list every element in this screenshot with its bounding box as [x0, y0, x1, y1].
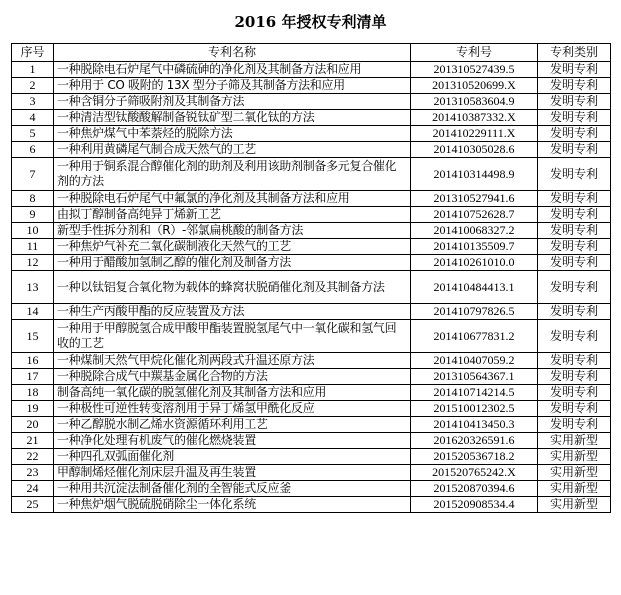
- table-row: [12, 110, 611, 126]
- patent-number: 201410261010.0: [411, 255, 538, 271]
- patent-type: 发明专利: [538, 62, 611, 78]
- patent-name: 一种焦炉气补充二氧化碳制液化天然气的工艺: [54, 239, 411, 255]
- patent-table: [11, 43, 611, 513]
- table-row: [12, 142, 611, 158]
- table-row: [12, 304, 611, 320]
- patent-number: 201410484413.1: [411, 271, 538, 304]
- patent-type: 发明专利: [538, 271, 611, 304]
- patent-number: 201520765242.X: [411, 465, 538, 481]
- patent-type: 发明专利: [538, 142, 611, 158]
- patent-type: 发明专利: [538, 78, 611, 94]
- patent-type: 发明专利: [538, 369, 611, 385]
- patent-type: 发明专利: [538, 94, 611, 110]
- patent-type: 发明专利: [538, 304, 611, 320]
- patent-name: 一种用于甲醇脱氢合成甲酸甲酯装置脱氢尾气中一氧化碳和氢气回收的工艺: [54, 320, 411, 353]
- patent-name: 一种以钛铝复合氧化物为载体的蜂窝状脱硝催化剂及其制备方法: [54, 271, 411, 304]
- patent-number: 201410413450.3: [411, 417, 538, 433]
- patent-number: 201410229111.X: [411, 126, 538, 142]
- patent-type: 发明专利: [538, 126, 611, 142]
- patent-name: 一种清洁型钛酸酸解制备锐钛矿型二氧化钛的方法: [54, 110, 411, 126]
- patent-name: 一种脱除电石炉尾气中磷硫砷的净化剂及其制备方法和应用: [54, 62, 411, 78]
- row-index: 17: [12, 369, 54, 385]
- patent-name: 一种净化处理有机废气的催化燃烧装置: [54, 433, 411, 449]
- patent-type: 发明专利: [538, 353, 611, 369]
- patent-type: 发明专利: [538, 320, 611, 353]
- patent-number: 201520908534.4: [411, 497, 538, 513]
- row-index: 20: [12, 417, 54, 433]
- patent-name: 一种生产丙酸甲酯的反应装置及方法: [54, 304, 411, 320]
- patent-number: 201310583604.9: [411, 94, 538, 110]
- patent-type: 实用新型: [538, 481, 611, 497]
- patent-name: 一种脱除合成气中羰基金属化合物的方法: [54, 369, 411, 385]
- patent-type: 发明专利: [538, 158, 611, 191]
- row-index: 1: [12, 62, 54, 78]
- table-row: [12, 353, 611, 369]
- table-row: [12, 401, 611, 417]
- patent-name: 一种用于 CO 吸附的 13X 型分子筛及其制备方法和应用: [54, 78, 411, 94]
- row-index: 23: [12, 465, 54, 481]
- patent-number: 201410797826.5: [411, 304, 538, 320]
- patent-number: 201410305028.6: [411, 142, 538, 158]
- header-index: 序号: [12, 44, 54, 62]
- table-header-row: [12, 44, 611, 62]
- table-row: [12, 239, 611, 255]
- row-index: 3: [12, 94, 54, 110]
- patent-type: 发明专利: [538, 223, 611, 239]
- patent-type: 实用新型: [538, 497, 611, 513]
- patent-number: 201410068327.2: [411, 223, 538, 239]
- row-index: 13: [12, 271, 54, 304]
- row-index: 22: [12, 449, 54, 465]
- header-patent-name: 专利名称: [54, 44, 411, 62]
- patent-type: 实用新型: [538, 449, 611, 465]
- patent-type: 发明专利: [538, 239, 611, 255]
- row-index: 5: [12, 126, 54, 142]
- patent-type: 实用新型: [538, 433, 611, 449]
- patent-type: 发明专利: [538, 207, 611, 223]
- table-row: [12, 385, 611, 401]
- row-index: 6: [12, 142, 54, 158]
- patent-number: 201310527439.5: [411, 62, 538, 78]
- row-index: 15: [12, 320, 54, 353]
- row-index: 21: [12, 433, 54, 449]
- table-row: [12, 78, 611, 94]
- row-index: 14: [12, 304, 54, 320]
- table-row: [12, 126, 611, 142]
- row-index: 4: [12, 110, 54, 126]
- row-index: 18: [12, 385, 54, 401]
- patent-number: 201620326591.6: [411, 433, 538, 449]
- table-row: [12, 465, 611, 481]
- patent-number: 201520536718.2: [411, 449, 538, 465]
- row-index: 12: [12, 255, 54, 271]
- page-title: 2016 年授权专利清单: [234, 13, 387, 31]
- table-row: [12, 481, 611, 497]
- patent-name: 一种含铜分子筛吸附剂及其制备方法: [54, 94, 411, 110]
- table-row: [12, 320, 611, 353]
- patent-number: 201520870394.6: [411, 481, 538, 497]
- table-row: [12, 417, 611, 433]
- table-row: [12, 94, 611, 110]
- row-index: 19: [12, 401, 54, 417]
- row-index: 25: [12, 497, 54, 513]
- table-row: [12, 62, 611, 78]
- patent-name: 一种煤制天然气甲烷化催化剂两段式升温还原方法: [54, 353, 411, 369]
- patent-number: 201410677831.2: [411, 320, 538, 353]
- patent-number: 201410752628.7: [411, 207, 538, 223]
- patent-name: 一种乙醇脱水制乙烯水资源循环利用工艺: [54, 417, 411, 433]
- table-body: [12, 62, 611, 513]
- patent-name: 一种极性可逆性转变溶剂用于异丁烯氢甲酰化反应: [54, 401, 411, 417]
- table-row: [12, 433, 611, 449]
- patent-name: 一种用于醋酸加氢制乙醇的催化剂及制备方法: [54, 255, 411, 271]
- table-row: [12, 255, 611, 271]
- row-index: 16: [12, 353, 54, 369]
- patent-type: 发明专利: [538, 401, 611, 417]
- patent-name: 一种四孔双弧面催化剂: [54, 449, 411, 465]
- patent-name: 一种用于铜系混合醇催化剂的助剂及利用该助剂制备多元复合催化剂的方法: [54, 158, 411, 191]
- patent-type: 实用新型: [538, 465, 611, 481]
- table-row: [12, 369, 611, 385]
- patent-type: 发明专利: [538, 110, 611, 126]
- patent-number: 201410714214.5: [411, 385, 538, 401]
- table-row: [12, 271, 611, 304]
- patent-type: 发明专利: [538, 417, 611, 433]
- patent-name: 新型手性拆分剂和（R）-邻氯扁桃酸的制备方法: [54, 223, 411, 239]
- table-row: [12, 449, 611, 465]
- row-index: 24: [12, 481, 54, 497]
- patent-type: 发明专利: [538, 255, 611, 271]
- patent-name: 一种脱除电石炉尾气中氟氯的净化剂及其制备方法和应用: [54, 191, 411, 207]
- patent-number: 201410407059.2: [411, 353, 538, 369]
- table-row: [12, 191, 611, 207]
- patent-name: 制备高纯一氧化碳的脱氢催化剂及其制备方法和应用: [54, 385, 411, 401]
- patent-number: 201510012302.5: [411, 401, 538, 417]
- patent-number: 201410135509.7: [411, 239, 538, 255]
- patent-name: 由拟丁醇制备高纯异丁烯新工艺: [54, 207, 411, 223]
- patent-number: 201410387332.X: [411, 110, 538, 126]
- patent-name: 甲醇制烯烃催化剂床层升温及再生装置: [54, 465, 411, 481]
- row-index: 8: [12, 191, 54, 207]
- row-index: 10: [12, 223, 54, 239]
- row-index: 7: [12, 158, 54, 191]
- row-index: 2: [12, 78, 54, 94]
- patent-type: 发明专利: [538, 191, 611, 207]
- patent-number: 201310527941.6: [411, 191, 538, 207]
- table-row: [12, 223, 611, 239]
- table-row: [12, 207, 611, 223]
- patent-name: 一种焦炉煤气中苯萘烃的脱除方法: [54, 126, 411, 142]
- patent-number: 201310520699.X: [411, 78, 538, 94]
- patent-type: 发明专利: [538, 385, 611, 401]
- row-index: 11: [12, 239, 54, 255]
- header-patent-type: 专利类别: [538, 44, 611, 62]
- patent-name: 一种用共沉淀法制备催化剂的全智能式反应釜: [54, 481, 411, 497]
- patent-number: 201310564367.1: [411, 369, 538, 385]
- table-row: [12, 497, 611, 513]
- patent-name: 一种焦炉烟气脱硫脱硝除尘一体化系统: [54, 497, 411, 513]
- row-index: 9: [12, 207, 54, 223]
- patent-name: 一种利用黄磷尾气制合成天然气的工艺: [54, 142, 411, 158]
- table-row: [12, 158, 611, 191]
- header-patent-number: 专利号: [411, 44, 538, 62]
- patent-number: 201410314498.9: [411, 158, 538, 191]
